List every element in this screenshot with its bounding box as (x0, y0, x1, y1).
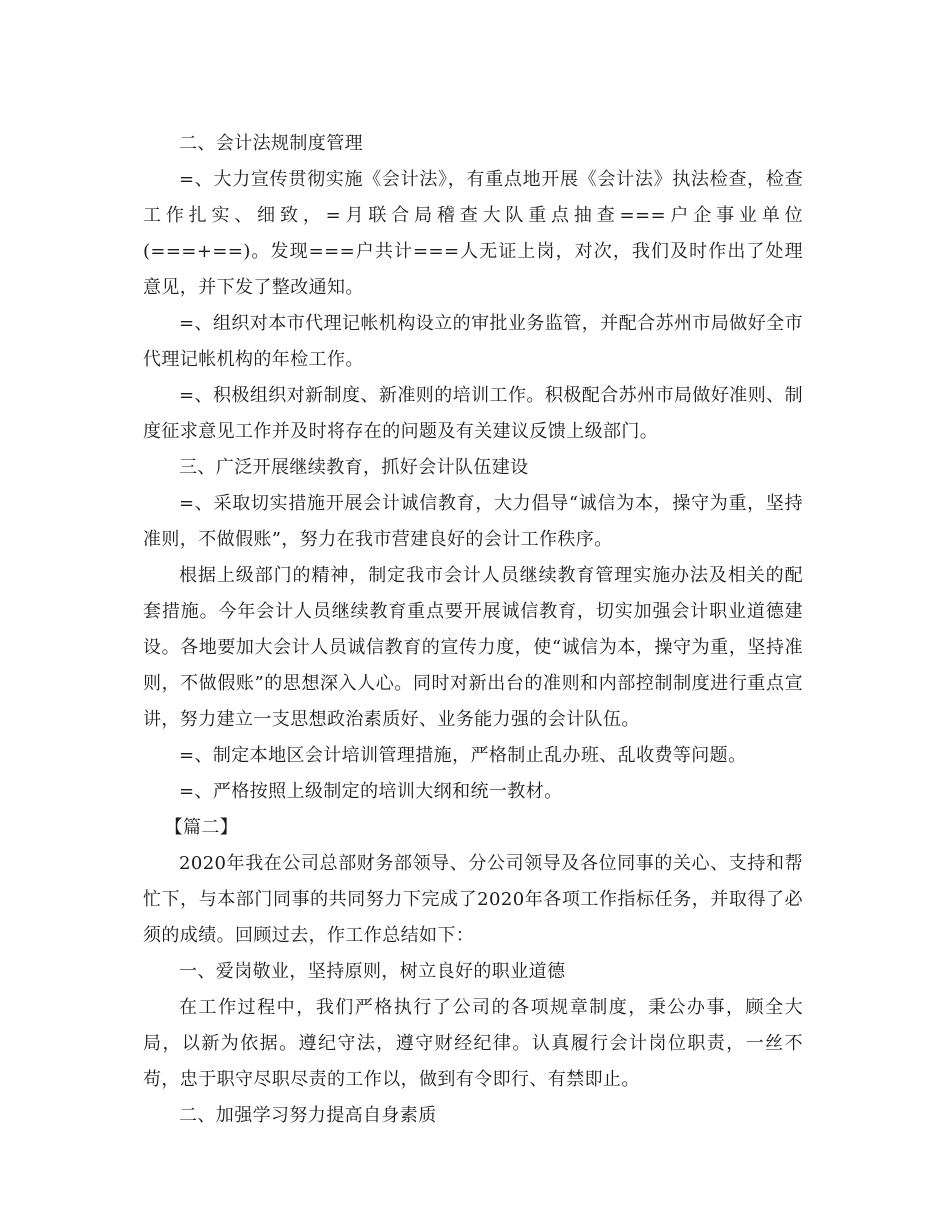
section-marker-part-two: 【篇二】 (164, 817, 239, 838)
paragraph-agency-supervision: =、组织对本市代理记帐机构设立的审批业务监管，并配合苏州市局做好全市代理记帐机构的年检工作。 (143, 313, 803, 370)
paragraph-training: =、积极组织对新制度、新准则的培训工作。积极配合苏州市局做好准则、制度征求意见工作并及时将存在的问题及有关建议反馈上级部门。 (143, 385, 803, 442)
document-body (143, 126, 803, 1134)
paragraph-year-summary: 2020年我在公司总部财务部领导、分公司领导及各位同事的关心、支持和帮忙下，与本部门同事的共同努力下完成了2020年各项工作指标任务，并取得了必须的成绩。回顾过去，作工作总结如下： (143, 853, 803, 946)
paragraph-implementation: 根据上级部门的精神，制定我市会计人员继续教育管理实施办法及相关的配套措施。今年会计人员继续教育重点要开展诚信教育，切实加强会计职业道德建设。各地要加大会计人员诚信教育的宣传力度，使“诚信为本，操守为重，坚持准则，不做假账”的思想深入人心。同时对新出台的准则和内部控制制度进行重点宣讲，努力建立一支思想政治素质好、业务能力强的会计队伍。 (143, 565, 803, 730)
paragraph-training-management: =、制定本地区会计培训管理措施，严格制止乱办班、乱收费等问题。 (179, 745, 747, 766)
paragraph-integrity-education: =、采取切实措施开展会计诚信教育，大力倡导“诚信为本，操守为重，坚持准则，不做假账”，努力在我市营建良好的会计工作秩序。 (143, 493, 803, 550)
section-heading-legal-management: 二、会计法规制度管理 (179, 133, 363, 154)
paragraph-training-materials: =、严格按照上级制定的培训大纲和统一教材。 (179, 781, 563, 802)
paragraph-accounting-law: =、大力宣传贯彻实施《会计法》，有重点地开展《会计法》执法检查，检查工作扎实、细致，=月联合局稽查大队重点抽查===户企事业单位(===+==)。发现===户共计===人无证上岗，对次，我们及时作出了处理意见，并下发了整改通知。 (143, 169, 803, 298)
paragraph-work-process: 在工作过程中，我们严格执行了公司的各项规章制度，秉公办事，顾全大局，以新为依据。遵纪守法，遵守财经纪律。认真履行会计岗位职责，一丝不苟，忠于职守尽职尽责的工作以，做到有令即行、有禁即止。 (143, 997, 803, 1090)
section-heading-self-improvement: 二、加强学习努力提高自身素质 (179, 1105, 437, 1126)
section-heading-professional-ethics: 一、爱岗敬业，坚持原则，树立良好的职业道德 (179, 961, 566, 982)
section-heading-continuing-education: 三、广泛开展继续教育，抓好会计队伍建设 (179, 457, 529, 478)
